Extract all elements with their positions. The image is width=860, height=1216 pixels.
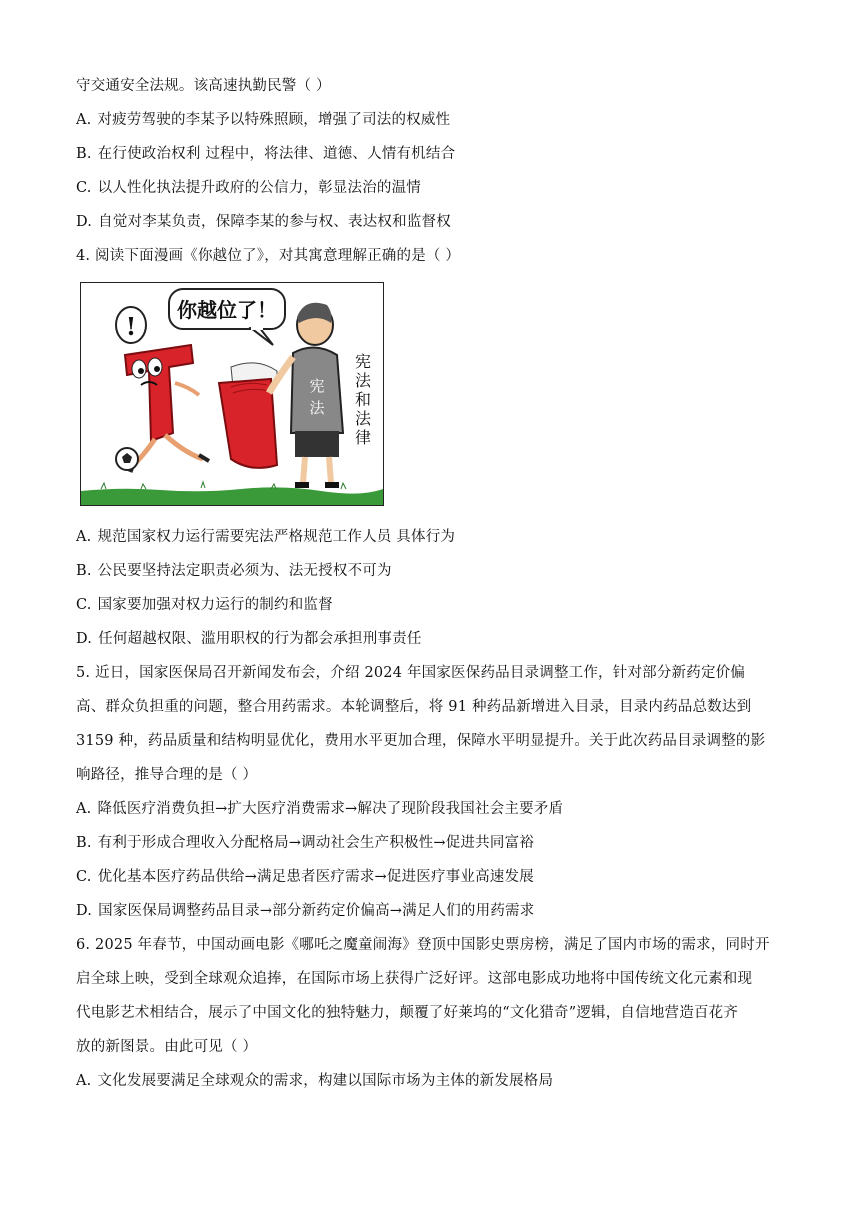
- option-letter: C.: [76, 597, 92, 613]
- red-flag: [219, 363, 277, 468]
- option-letter: C.: [76, 180, 92, 196]
- exclaim-mark: !: [125, 312, 137, 341]
- comic-image: [80, 282, 384, 506]
- grass: [81, 487, 383, 505]
- line-text: 任何超越权限、滥用职权的行为都会承担刑事责任: [98, 631, 422, 647]
- text-line: [76, 901, 534, 921]
- line-text: 国家医保局调整药品目录→部分新药定价偏高→满足人们的用药需求: [98, 903, 535, 919]
- text-line: [76, 212, 451, 232]
- option-letter: B.: [76, 835, 92, 851]
- line-text: 高、群众负担重的问题，整合用药需求。本轮调整后，将 91 种药品新增进入目录，目录内药品总数达到: [76, 699, 752, 715]
- line-text: 规范国家权力运行需要宪法严格规范工作人员 具体行为: [97, 529, 456, 545]
- option-letter: D.: [76, 631, 93, 647]
- speech-text: 你越位了！: [177, 298, 277, 322]
- option-letter: D.: [76, 214, 93, 230]
- soccer-ball-icon: [116, 448, 138, 470]
- sleeve-char-1: 宪: [309, 377, 325, 395]
- line-text: 国家要加强对权力运行的制约和监督: [97, 597, 333, 613]
- text-line: [76, 731, 765, 751]
- text-line: [76, 561, 392, 581]
- line-text: 自觉对李某负责，保障李某的参与权、表达权和监督权: [98, 214, 451, 230]
- text-line: [76, 969, 752, 989]
- line-text: 在行使政治权利 过程中，将法律、道德、人情有机结合: [97, 146, 456, 162]
- text-line: [76, 697, 751, 717]
- text-line: [76, 663, 745, 683]
- text-line: [76, 833, 534, 853]
- text-line: [76, 246, 460, 266]
- line-text: 放的新图景。由此可见（ ）: [76, 1039, 258, 1055]
- referee-figure: [269, 303, 343, 485]
- text-line: [76, 1003, 738, 1023]
- option-letter: A.: [76, 1073, 92, 1089]
- line-text: 以人性化执法提升政府的公信力，彰显法治的温情: [97, 180, 421, 196]
- svg-text:律: 律: [354, 428, 372, 447]
- option-letter: A.: [76, 529, 92, 545]
- line-text: 文化发展要满足全球观众的需求，构建以国际市场为主体的新发展格局: [97, 1073, 554, 1089]
- text-line: [76, 76, 331, 96]
- line-text: 启全球上映，受到全球观众追捧，在国际市场上获得广泛好评。这部电影成功地将中国传统文化元素和现: [76, 971, 753, 987]
- text-line: [76, 144, 455, 164]
- line-text: 有利于形成合理收入分配格局→调动社会生产积极性→促进共同富裕: [97, 835, 534, 851]
- option-letter: B.: [76, 563, 92, 579]
- line-text: 降低医疗消费负担→扩大医疗消费需求→解决了现阶段我国社会主要矛盾: [97, 801, 564, 817]
- svg-text:法: 法: [354, 409, 372, 428]
- line-text: 代电影艺术相结合，展示了中国文化的独特魅力，颠覆了好莱坞的“文化猎奇”逻辑，自信地营造百花齐: [76, 1005, 739, 1021]
- option-letter: B.: [76, 146, 92, 162]
- side-caption: [355, 352, 372, 447]
- line-text: 公民要坚持法定职责必须为、法无授权不可为: [97, 563, 392, 579]
- text-line: [76, 178, 421, 198]
- option-letter: A.: [76, 112, 92, 128]
- svg-text:和: 和: [354, 390, 372, 409]
- line-text: 5. 近日，国家医保局召开新闻发布会，介绍 2024 年国家医保药品目录调整工作，针对部分新药定价偏: [76, 665, 746, 681]
- svg-text:法: 法: [354, 371, 372, 390]
- text-line: [76, 1037, 257, 1057]
- text-line: [76, 1071, 553, 1091]
- line-text: 响路径，推导合理的是（ ）: [76, 767, 258, 783]
- line-text: 3159 种，药品质量和结构明显优化，费用水平更加合理，保障水平明显提升。关于此次药品目录调整的影: [76, 733, 766, 749]
- text-line: [76, 935, 770, 955]
- option-letter: C.: [76, 869, 92, 885]
- text-line: [76, 867, 534, 887]
- sleeve-char-2: 法: [309, 399, 325, 417]
- text-line: [76, 595, 333, 615]
- text-line: [76, 629, 422, 649]
- line-text: 6. 2025 年春节，中国动画电影《哪吒之魔童闹海》登顶中国影史票房榜，满足了国内市场的需求，同时开: [76, 937, 770, 953]
- line-text: 4. 阅读下面漫画《你越位了》，对其寓意理解正确的是（ ）: [76, 248, 461, 264]
- option-letter: D.: [76, 903, 93, 919]
- svg-text:宪: 宪: [354, 352, 372, 371]
- text-line: [76, 527, 455, 547]
- text-line: [76, 765, 257, 785]
- exclaim-bubble: [116, 307, 146, 343]
- line-text: 对疲劳驾驶的李某予以特殊照顾，增强了司法的权威性: [97, 112, 451, 128]
- speech-bubble: [169, 289, 285, 345]
- text-line: [76, 110, 450, 130]
- option-letter: A.: [76, 801, 92, 817]
- text-line: [76, 799, 563, 819]
- line-text: 优化基本医疗药品供给→满足患者医疗需求→促进医疗事业高速发展: [97, 869, 534, 885]
- line-text: 守交通安全法规。该高速执勤民警（ ）: [76, 78, 331, 94]
